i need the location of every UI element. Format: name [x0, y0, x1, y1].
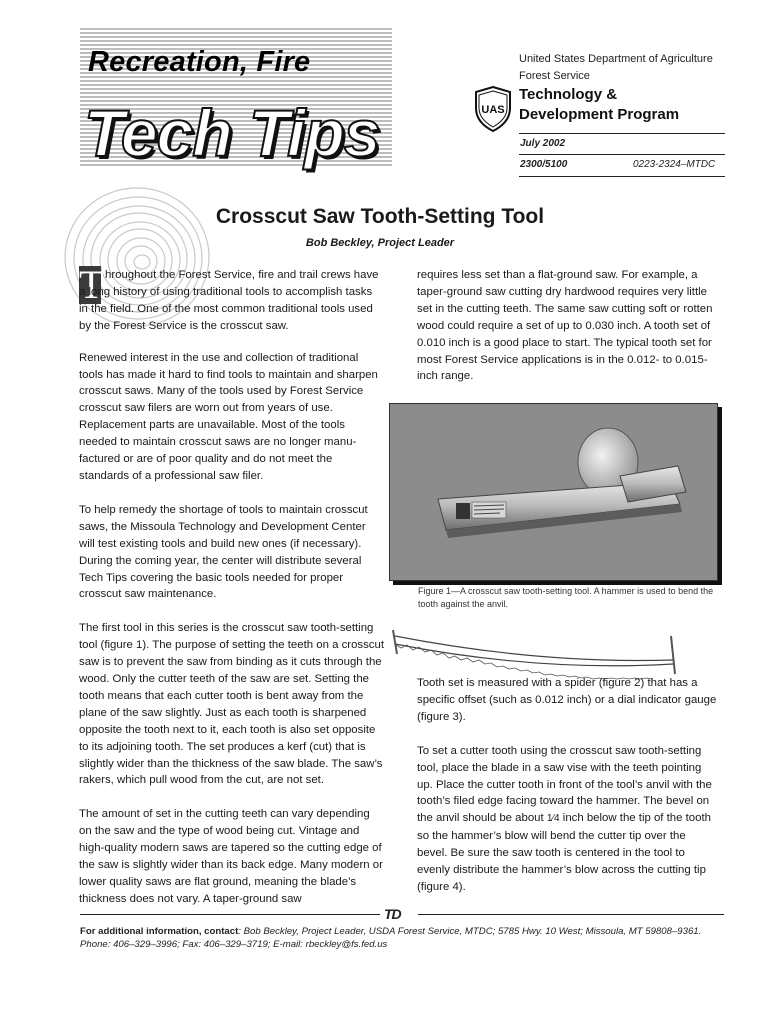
agency-line-2: Forest Service: [519, 70, 590, 82]
right-column-top: [417, 267, 717, 402]
agency-block: [519, 51, 713, 85]
paragraph: The amount of set in the cutting teeth can vary depending on the saw and the type of wood being cut. Vintage and high-quality modern saws are tapered so the cutting edge of the saw is slightly wider than its back edge. Many modern or lower quality saws are flat ground, meaning the blade’s thickness does not vary. A taper-ground saw: [79, 808, 383, 905]
footer-rule-left: [80, 914, 380, 915]
crosscut-saw-sketch: [389, 624, 689, 680]
program-name: [519, 85, 679, 125]
paragraph-text: To set a cutter tooth using the crosscut saw tooth-setting tool, place the blade in a saw vise with the teeth pointing up. Place the cutter tooth in front of the tool’s anvil with the tooth’s filed edge facing toward the hammer. The bevel on the anvil should be about: [417, 744, 712, 825]
program-line-1: Technology &: [519, 86, 618, 103]
td-logo: TD: [384, 906, 401, 922]
article-byline: Bob Beckley, Project Leader: [305, 237, 455, 249]
series-title: Recreation, Fire: [88, 46, 311, 78]
file-code: 2300/5100: [520, 159, 568, 170]
fraction: 1⁄4: [546, 813, 560, 825]
meta-rule-bottom: [519, 176, 725, 177]
publication-date: July 2002: [520, 138, 566, 149]
publication-number: 0223-2324–MTDC: [633, 159, 716, 170]
brand-title: Tech Tips: [84, 96, 380, 170]
program-line-2: Development Program: [519, 106, 680, 123]
drop-cap: T: [79, 262, 104, 307]
footer-rule-right: [418, 914, 724, 915]
paragraph: Renewed interest in the use and collection of traditional tools has made it hard to find tools to maintain and sharpen crosscut saws. Many of the tools used by Forest Service crosscut saw filers are worn out from years of use. Replacement parts are unavailable. Most of the tools needed to maintain crosscut saws are no longer manu-factured or are of poor quality and do not meet the standards of a professional saw filer.: [79, 351, 378, 482]
paragraph: To help remedy the shortage of tools to maintain crosscut saws, the Missoula Technology and Development Center will test existing tools and build new ones (if necessary). During the coming year, the center will distribute several Tech Tips covering the basic tools needed for proper crosscut saw maintenance.: [79, 503, 368, 601]
svg-text:UAS: UAS: [481, 104, 505, 116]
paragraph-text: inch below the tip of the tooth so the hammer’s blow will bend the cutter tip over the bevel. Be sure the saw tooth is centered in the tool to evenly distribute the hammer’s blow across the cutting tip (figure 4).: [417, 812, 711, 893]
footer-lead: For additional information, contact: [80, 926, 239, 937]
agency-line-1: United States Department of Agriculture: [519, 53, 713, 65]
paragraph-set-tooth: [417, 743, 717, 896]
figure-1-photo: [389, 403, 718, 581]
footer-text: : Bob Beckley, Project Leader, USDA Forest Service, MTDC; 5785 Hwy. 10 West; Missoula, MT 59808–9361. Phone: 406–329–3996; Fax: 406–329–3719; E-mail: rbeckley@fs.fed.us: [80, 926, 702, 950]
left-column: [79, 262, 384, 925]
meta-rule-middle: [519, 154, 725, 155]
footer-contact: [80, 925, 730, 951]
paragraph-intro: hroughout the Forest Service, fire and trail crews have a long history of using traditional tools to accomplish tasks in the field. One of the most common traditional tools used by the Forest Service is the crosscut saw.: [79, 269, 379, 332]
tooth-setting-tool-image: [390, 404, 717, 580]
article-title: Crosscut Saw Tooth-Setting Tool: [215, 205, 545, 228]
meta-rule-top: [519, 133, 725, 134]
right-column-bottom: [417, 675, 717, 913]
paragraph: The first tool in this series is the crosscut saw tooth-setting tool (figure 1). The purpose of setting the teeth on a crosscut saw is to prevent the saw from binding as it cuts through the wood. Only the cutter teeth of the saw are set. Setting the tooth means that each cutter tooth is bent away from the plane of the saw slightly. Just as each tooth is sharpened opposite the tooth next to it, each tooth is also set opposite to its adjoining tooth. The set produces a kerf (cut) that is slightly wider than the thickness of the saw blade. The saw’s rakers, which pull wood from the cut, are not set.: [79, 622, 384, 787]
paragraph: requires less set than a flat-ground saw. For example, a taper-ground saw cutting dry hardwood requires very little set in the cutting teeth. The same saw cutting soft or rotten wood could require a set of up to 0.030 inch. A tooth set of 0.010 inch is a good place to start. The typical tooth set for most Forest Service applications is in the 0.012- to 0.015-inch range.: [417, 269, 713, 383]
forest-service-shield-icon: [473, 86, 513, 132]
paragraph: Tooth set is measured with a spider (figure 2) that has a specific offset (such as 0.012 inch) or a dial indicator gauge (figure 3).: [417, 677, 717, 723]
figure-1-caption: Figure 1—A crosscut saw tooth-setting tool. A hammer is used to bend the tooth against the anvil.: [418, 586, 714, 609]
